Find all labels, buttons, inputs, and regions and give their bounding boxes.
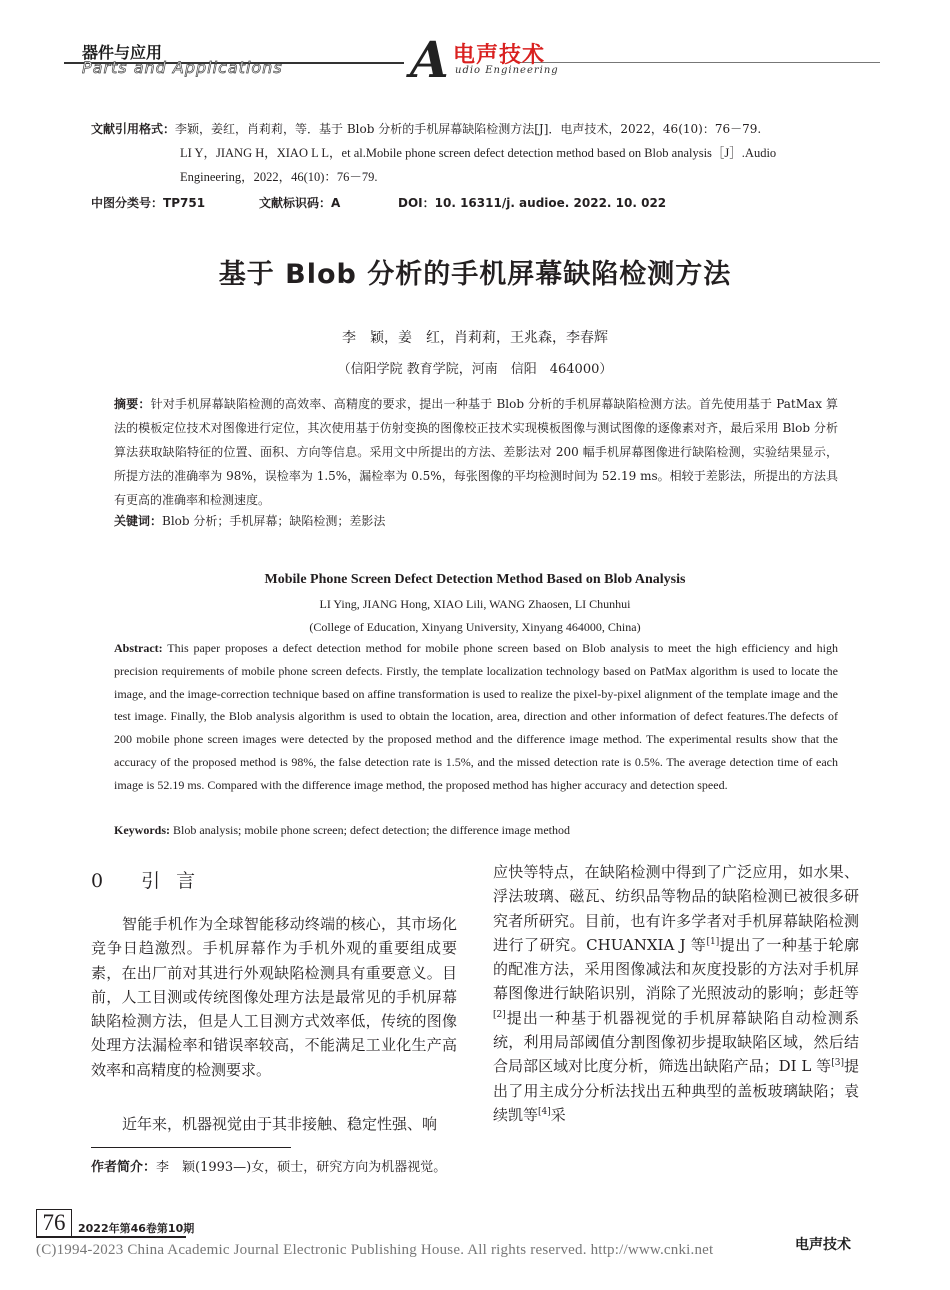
page-number: 76	[36, 1209, 72, 1237]
english-affiliation: (College of Education, Xinyang University, Xinyang 464000, China)	[309, 620, 641, 634]
keywords-label-en: Keywords:	[114, 823, 170, 837]
ref-4: [4]	[538, 1106, 551, 1117]
body-paragraph-1: 智能手机作为全球智能移动终端的核心，其市场化竞争日趋激烈。手机屏幕作为手机外观的重要组成要素，在出厂前对其进行外观缺陷检测具有重要意义。目前，人工目测或传统图像处理方法是最常见的手机屏幕缺陷检测方法，但是人工目测方式效率低，传统的图像处理方法漏检率和错误率较高，不能满足工业化生产高效率和高精度的检测要求。	[91, 915, 457, 1079]
abstract-text-en: This paper proposes a defect detection method for mobile phone screen based on Blob analysis to meet the high efficiency and high precision requirements of mobile phone screen defects. Firstly, the template localization technology based on PatMax algorithm is used to locate the image, and the image-correction technique based on affine transformation is used to realize the pixel-by-pixel alignment of the template image and the test image. Finally, the Blob analysis algorithm is used to obtain the location, area, direction and other information of defect features.The defects of 200 mobile phone screen images were detected by the proposed method and the difference image method. The experimental results show that the accuracy of the proposed method is 98%, the false detection rate is 1.5%, and the missed detection rate is 0.5%. The average detection time of each image is 52.19 ms. Compared with the difference image method, the proposed method has higher accuracy and detection speed.	[114, 641, 838, 792]
ref-2: [2]	[493, 1009, 506, 1020]
section-number: 0	[91, 870, 120, 892]
citation-cn	[91, 117, 761, 141]
citation-en-line1: LI Y，JIANG H，XIAO L L，et al.Mobile phone screen defect detection method based on Blob analysis［J］.Audio	[180, 146, 777, 160]
citation-label: 文献引用格式：	[91, 122, 176, 136]
affiliation: （信阳学院 教育学院，河南 信阳 464000）	[337, 362, 613, 377]
footnote-text: 李 颖(1993—)女，硕士，研究方向为机器视觉。	[156, 1160, 447, 1175]
footnote-label: 作者简介：	[91, 1160, 157, 1175]
body-right-column: 应快等特点，在缺陷检测中得到了广泛应用，如水果、浮法玻璃、磁瓦、纺织品等物品的缺陷检测已被很多研究者所研究。目前，也有许多学者对手机屏幕缺陷检测进行了研究。CHUANXIA J 等[1]提出了一种基于轮廓的配准方法，采用图像减法和灰度投影的方法对手机屏幕图像进行缺陷识别，消除了光照波动的影响；彭赶等[2]提出一种基于机器视觉的手机屏幕缺陷自动检测系统，利用局部阈值分割图像初步提取缺陷区域，然后结合局部区域对比度分析，筛选出缺陷产品；DI L 等[3]提出了用主成分分析法找出五种典型的盖板玻璃缺陷；袁续凯等[4]采	[493, 863, 859, 1124]
ref-1: [1]	[706, 936, 720, 947]
author-footnote	[91, 1156, 446, 1175]
abstract-en	[114, 637, 838, 797]
citation-text-cn: 李颖，姜红，肖莉莉，等．基于 Blob 分析的手机屏幕缺陷检测方法[J]．电声技术，2022，46(10)：76－79.	[175, 122, 762, 136]
footer-rule	[36, 1236, 186, 1238]
journal-logo-en: udio Engineering	[455, 65, 559, 76]
abstract-label-en: Abstract:	[114, 641, 163, 655]
clc-number: 中图分类号：TP751	[91, 196, 206, 210]
footer-journal-logo: 电声技术	[795, 1237, 851, 1253]
journal-logo-letter: A	[410, 30, 449, 89]
abstract-cn	[114, 392, 838, 512]
section-name-cn: 器件与应用	[82, 43, 163, 62]
section-title: 引言	[141, 870, 212, 892]
abstract-text-cn: 针对手机屏幕缺陷检测的高效率、高精度的要求，提出一种基于 Blob 分析的手机屏幕缺陷检测方法。首先使用基于 PatMax 算法的模板定位技术对图像进行定位，其次使用基于仿射变换的图像校正技术实现模板图像与测试图像的逐像素对齐，最后采用 Blob 分析算法获取缺陷特征的位置、面积、方向等信息。采用文中所提出的方法、差影法对 200 幅手机屏幕图像进行缺陷检测，实验结果显示，所提方法的准确率为 98%，误检率为 1.5%，漏检率为 0.5%，每张图像的平均检测时间为 52.19 ms。相较于差影法，所提出的方法具有更高的准确率和检测速度。	[114, 397, 838, 507]
copyright-notice: (C)1994-2023 China Academic Journal Electronic Publishing House. All rights reserved. http://www.cnki.net	[36, 1242, 714, 1258]
doi: DOI：10. 16311/j. audioe. 2022. 10. 022	[398, 196, 667, 210]
journal-logo-cn: 电声技术	[453, 43, 546, 68]
author-list: 李 颖，姜 红，肖莉莉，王兆森，李春辉	[342, 330, 608, 346]
ref-3: [3]	[831, 1058, 844, 1069]
keywords-en	[114, 823, 570, 838]
keywords-text-cn: Blob 分析；手机屏幕；缺陷检测；差影法	[162, 514, 386, 528]
document-code: 文献标识码：A	[259, 196, 341, 210]
keywords-text-en: Blob analysis; mobile phone screen; defect detection; the difference image method	[173, 823, 570, 837]
abstract-label-cn: 摘要：	[114, 397, 151, 411]
footnote-rule	[91, 1147, 291, 1148]
body-paragraph-2: 近年来，机器视觉由于其非接触、稳定性强、响	[122, 1115, 438, 1133]
issue-info: 2022年第46卷第10期	[78, 1222, 195, 1235]
paper-title: 基于 Blob 分析的手机屏幕缺陷检测方法	[218, 259, 732, 290]
english-authors: LI Ying, JIANG Hong, XIAO Lili, WANG Zhaosen, LI Chunhui	[319, 597, 631, 611]
section-heading	[91, 866, 211, 893]
english-title: Mobile Phone Screen Defect Detection Method Based on Blob Analysis	[264, 572, 686, 587]
keywords-cn	[114, 512, 385, 529]
keywords-label-cn: 关键词：	[114, 514, 163, 528]
section-name-en: Parts and Applications	[82, 58, 283, 77]
header-rule-right	[520, 62, 880, 63]
citation-en-line2: Engineering，2022，46(10)：76－79.	[180, 170, 378, 184]
